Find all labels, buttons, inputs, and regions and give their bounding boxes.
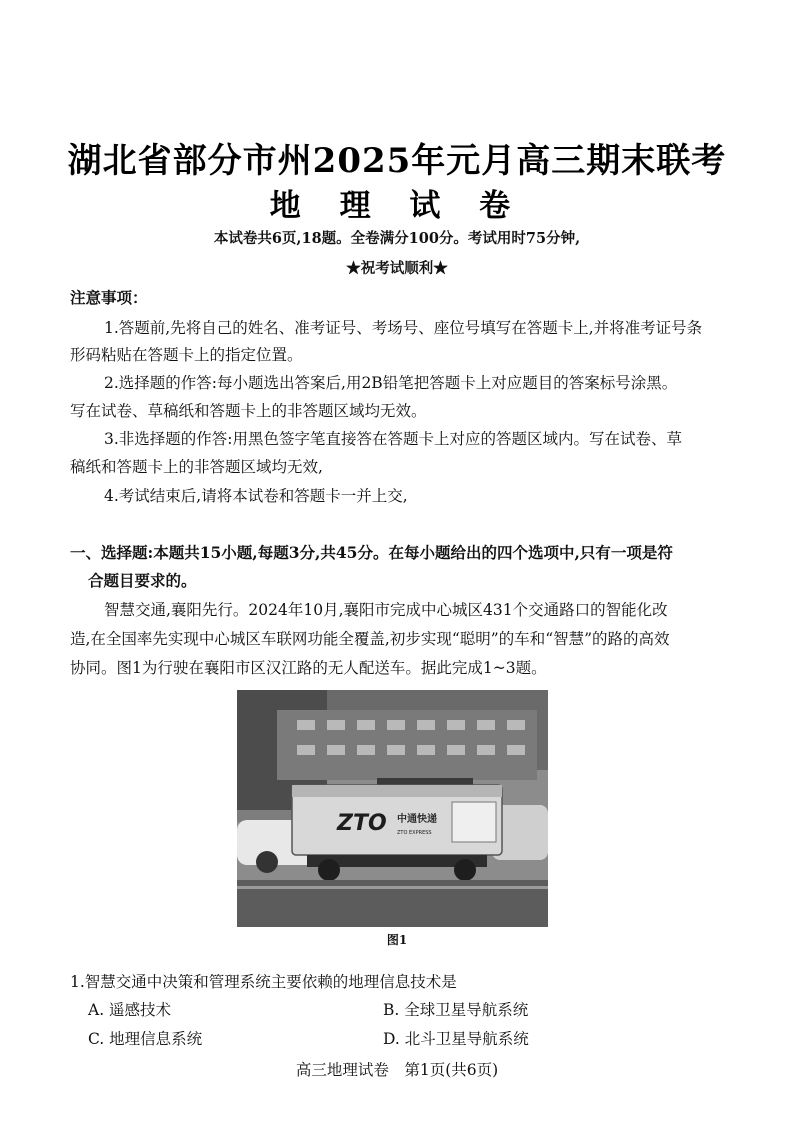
- passage-line-1: 智慧交通,襄阳先行。2024年10月,襄阳市完成中心城区431个交通路口的智能化改: [104, 601, 668, 619]
- exam-wish: ★祝考试顺利★: [346, 260, 448, 277]
- exam-subject: 地 理 试 卷: [269, 188, 525, 224]
- figure-1-photo: [237, 690, 548, 927]
- notice-line-6: 稿纸和答题卡上的非答题区域均无效,: [70, 458, 323, 476]
- section-heading-line-2: 合题目要求的。: [88, 571, 197, 590]
- van-brand-cn: 中通快递: [397, 814, 437, 825]
- van-brand-en: ZTO EXPRESS: [397, 830, 432, 836]
- question-1-option-c: C. 地理信息系统: [88, 1030, 203, 1048]
- question-1-stem: 1.智慧交通中决策和管理系统主要依赖的地理信息技术是: [70, 973, 457, 991]
- notice-heading: 注意事项：: [70, 288, 148, 307]
- notice-line-4: 写在试卷、草稿纸和答题卡上的非答题区域均无效。: [70, 402, 427, 420]
- notice-line-3: 2.选择题的作答:每小题选出答案后,用2B铅笔把答题卡上对应题目的答案标号涂黑。: [104, 374, 678, 392]
- van-logo: ZTO: [337, 811, 387, 836]
- section-heading-line-1: 一、选择题:本题共15小题,每题3分,共45分。在每小题给出的四个选项中,只有一项是符: [70, 543, 673, 562]
- notice-line-2: 形码粘贴在答题卡上的指定位置。: [70, 346, 303, 364]
- notice-line-5: 3.非选择题的作答:用黑色签字笔直接答在答题卡上对应的答题区域内。写在试卷、草: [104, 430, 683, 448]
- question-1-option-d: D. 北斗卫星导航系统: [383, 1030, 529, 1048]
- figure-1-caption: 图1: [386, 933, 408, 947]
- exam-title: 湖北省部分市州2025年元月高三期末联考: [67, 141, 727, 181]
- page-footer: 高三地理试卷 第1页(共6页): [295, 1061, 499, 1079]
- question-1-option-a: A. 遥感技术: [88, 1001, 172, 1019]
- exam-info: 本试卷共6页,18题。全卷满分100分。考试用时75分钟,: [213, 230, 581, 247]
- delivery-van-photo: [237, 690, 548, 927]
- passage-line-2: 造,在全国率先实现中心城区车联网功能全覆盖,初步实现“聪明”的车和“智慧”的路的高效: [70, 630, 670, 648]
- notice-line-7: 4.考试结束后,请将本试卷和答题卡一并上交,: [104, 487, 408, 505]
- passage-line-3: 协同。图1为行驶在襄阳市区汉江路的无人配送车。据此完成1~3题。: [70, 659, 547, 677]
- question-1-option-b: B. 全球卫星导航系统: [383, 1001, 529, 1019]
- notice-line-1: 1.答题前,先将自己的姓名、准考证号、考场号、座位号填写在答题卡上,并将准考证号条: [104, 319, 703, 337]
